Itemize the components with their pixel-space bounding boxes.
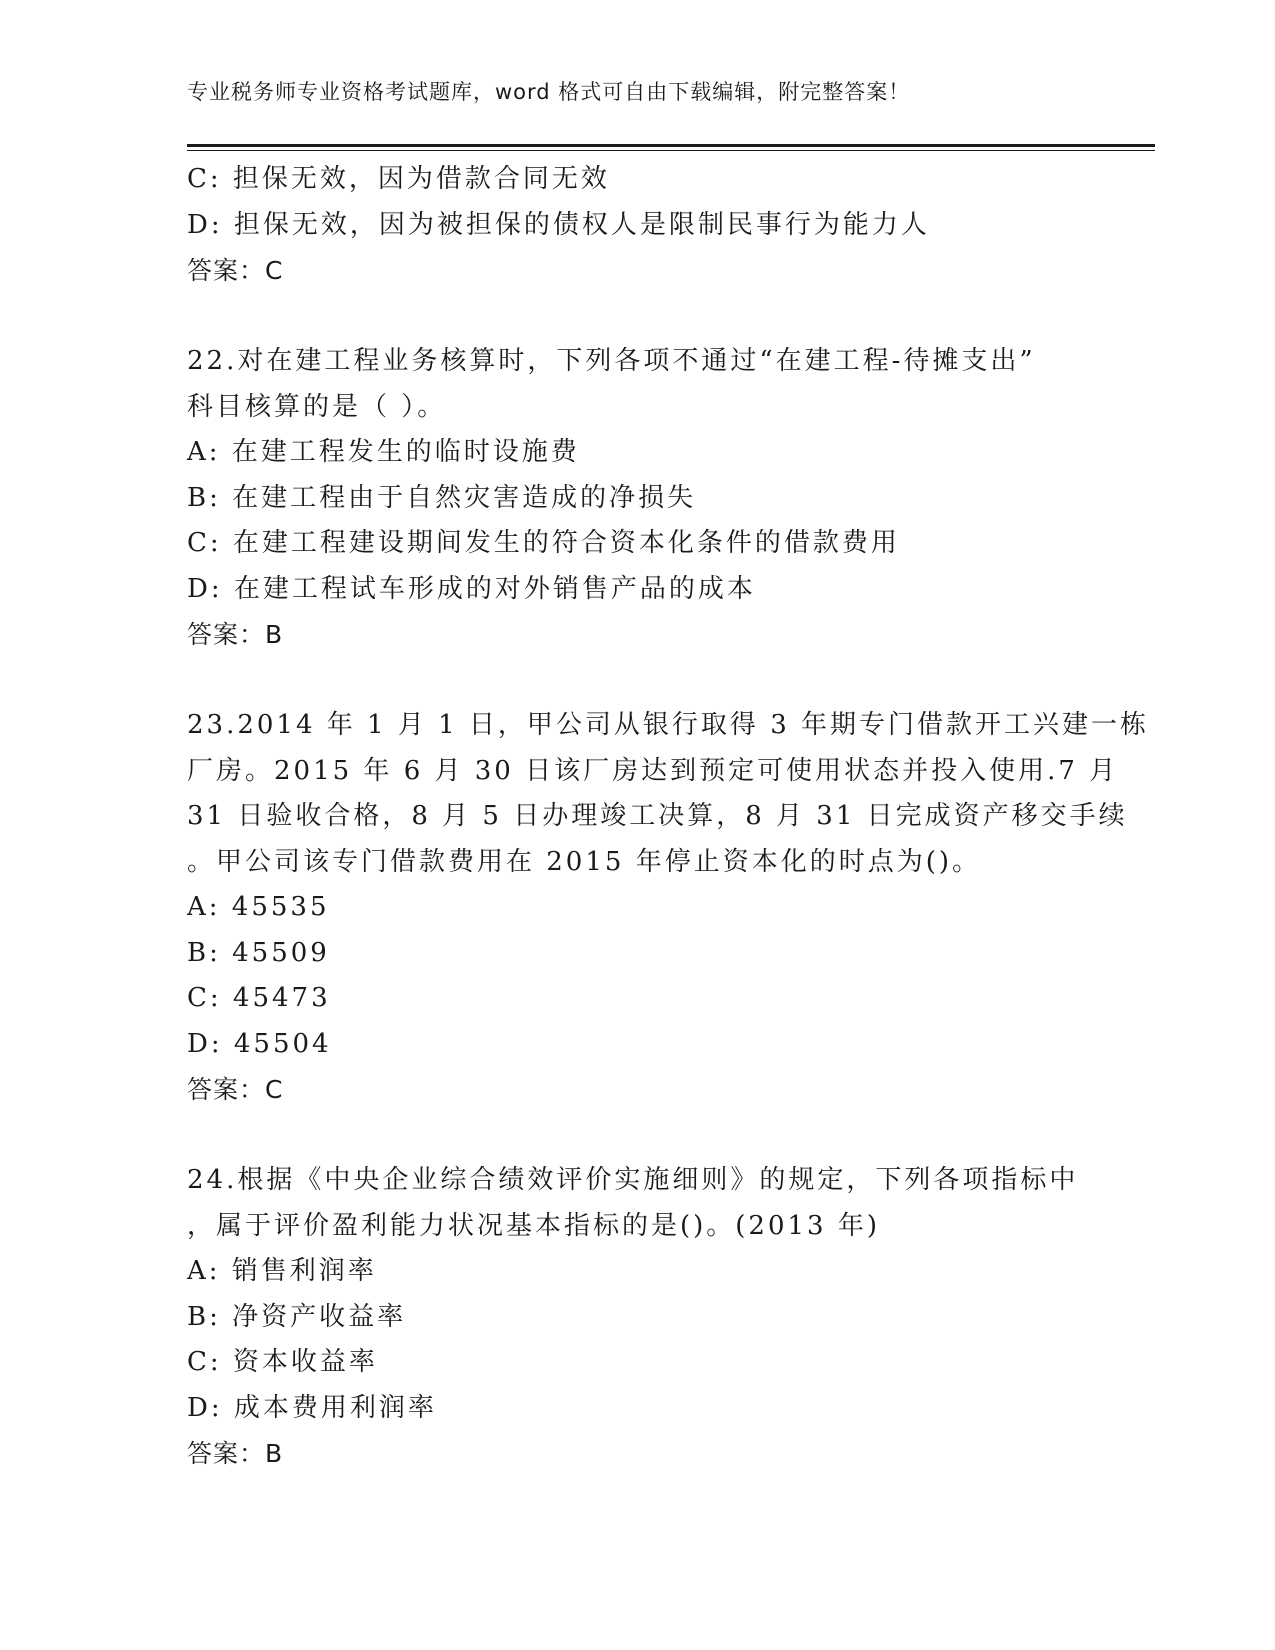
- question-text-line: 24.根据《中央企业综合绩效评价实施细则》的规定，下列各项指标中: [187, 1165, 1079, 1195]
- question-24: [187, 1158, 1087, 1477]
- option-d: D: 成本费用利润率: [187, 1392, 437, 1423]
- question-text-line: 31 日验收合格，8 月 5 日办理竣工决算，8 月 31 日完成资产移交手续: [187, 801, 1128, 831]
- question-text-line: ，属于评价盈利能力状况基本指标的是()。(2013 年): [187, 1210, 881, 1241]
- question-21-continuation: [187, 157, 1087, 294]
- document-body: [187, 157, 1149, 1477]
- page-header: 专业税务师专业资格考试题库，word 格式可自由下载编辑，附完整答案！: [187, 80, 911, 104]
- spacer: [187, 1113, 1087, 1159]
- option-a: A: 45535: [187, 892, 330, 922]
- answer-line: 答案：B: [187, 1439, 284, 1468]
- option-b: B: 净资产收益率: [187, 1301, 407, 1332]
- answer-line: 答案：C: [187, 256, 284, 285]
- header-rule-thin: [187, 150, 1155, 151]
- question-text-line: 科目核算的是（ ）。: [187, 391, 447, 422]
- option-d: D: 45504: [187, 1028, 332, 1059]
- option-c: C: 在建工程建设期间发生的符合资本化条件的借款费用: [187, 528, 900, 558]
- header-rule-thick: [187, 144, 1155, 147]
- question-text-line: 厂房。2015 年 6 月 30 日该厂房达到预定可使用状态并投入使用.7 月: [187, 755, 1119, 786]
- question-23: [187, 703, 1149, 1113]
- spacer: [187, 658, 1087, 704]
- option-c: C: 45473: [187, 983, 331, 1013]
- question-22: [187, 339, 1087, 658]
- option-b: B: 在建工程由于自然灾害造成的净损失: [187, 482, 697, 513]
- option-d: D: 在建工程试车形成的对外销售产品的成本: [187, 573, 756, 604]
- option-a: A: 在建工程发生的临时设施费: [187, 437, 580, 467]
- question-text-line: 23.2014 年 1 月 1 日，甲公司从银行取得 3 年期专门借款开工兴建一栋: [187, 710, 1149, 740]
- answer-line: 答案：B: [187, 620, 284, 649]
- answer-line: 答案：C: [187, 1075, 284, 1104]
- option-b: B: 45509: [187, 937, 330, 968]
- option-c: C: 担保无效，因为借款合同无效: [187, 164, 610, 194]
- option-d: D: 担保无效，因为被担保的债权人是限制民事行为能力人: [187, 209, 930, 240]
- option-a: A: 销售利润率: [187, 1256, 377, 1286]
- question-text-line: 22.对在建工程业务核算时，下列各项不通过“在建工程-待摊支出”: [187, 346, 1036, 376]
- question-text-line: 。甲公司该专门借款费用在 2015 年停止资本化的时点为()。: [187, 846, 981, 877]
- option-c: C: 资本收益率: [187, 1347, 378, 1377]
- spacer: [187, 294, 1087, 340]
